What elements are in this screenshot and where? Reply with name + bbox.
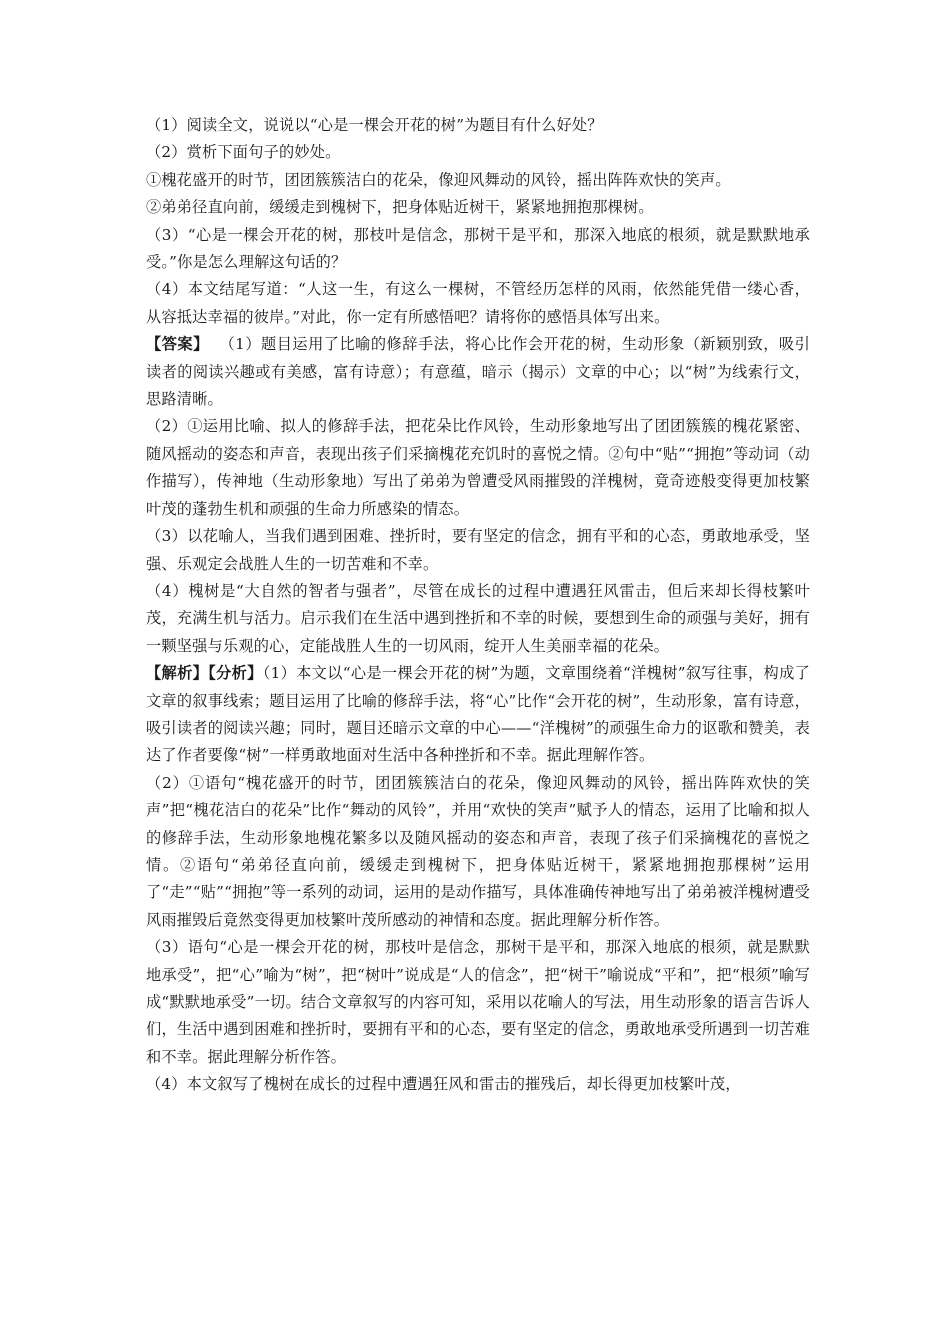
answer-2: （2）①运用比喻、拟人的修辞手法，把花朵比作风铃，生动形象地写出了团团簇簇的槐花紧密、随风摇动的姿态和声音，表现出孩子们采摘槐花充饥时的喜悦之情。②句中“贴”“拥抱”等动词（动作描写），传神地（生动形象地）写出了弟弟为曾遭受风雨摧毁的洋槐树，竟奇迹般变得更加枝繁叶茂的蓬勃生机和顽强的生命力所感染的情态。 (146, 417, 810, 518)
question-2-sentence-2: ②弟弟径直向前，缓缓走到槐树下，把身体贴近树干，紧紧地拥抱那棵树。 (146, 198, 654, 217)
analysis-2: （2）①语句“槐花盛开的时节，团团簇簇洁白的花朵，像迎风舞动的风铃，摇出阵阵欢快的笑声”把“槐花洁白的花朵”比作“舞动的风铃”，并用“欢快的笑声”赋予人的情态，运用了比喻和拟人的修辞手法，生动形象地槐花繁多以及随风摇动的姿态和声音，表现了孩子们采摘槐花的喜悦之情。②语句“弟弟径直向前，缓缓走到槐树下，把身体贴近树干，紧紧地拥抱那棵树”运用了“走”“贴”“拥抱”等一系列的动词，运用的是动作描写，具体准确传神地写出了弟弟被洋槐树遭受风雨摧毁后竟然变得更加枝繁叶茂所感动的神情和态度。据此理解分析作答。 (146, 773, 810, 929)
analysis-4: （4）本文叙写了槐树在成长的过程中遭遇狂风和雷击的摧残后，却长得更加枝繁叶茂， (146, 1075, 741, 1094)
answer-4: （4）槐树是“大自然的智者与强者”，尽管在成长的过程中遭遇狂风雷击，但后来却长得枝繁叶茂，充满生机与活力。启示我们在生活中遇到挫折和不幸的时候，要想到生命的顽强与美好，拥有一颗坚强与乐观的心，定能战胜人生的一切风雨，绽开人生美丽幸福的花朵。 (146, 581, 810, 655)
analysis-3: （3）语句“心是一棵会开花的树，那枝叶是信念，那树干是平和，那深入地底的根须，就是默默地承受”，把“心”喻为“树”，把“树叶”说成是“人的信念”，把“树干”喻说成“平和”，把“根须”喻写成“默默地承受”一切。结合文章叙写的内容可知，采用以花喻人的写法，用生动形象的语言告诉人们，生活中遇到困难和挫折时，要拥有平和的心态，要有坚定的信念，勇敢地承受所遇到一切苦难和不幸。据此理解分析作答。 (146, 938, 810, 1066)
question-1: （1）阅读全文，说说以“心是一棵会开花的树”为题目有什么好处？ (146, 116, 603, 134)
question-2-sentence-1: ①槐花盛开的时节，团团簇簇洁白的花朵，像迎风舞动的风铃，摇出阵阵欢快的笑声。 (146, 170, 731, 189)
analysis-label: 【解析】【分析】 (146, 664, 263, 683)
question-3: （3）“心是一棵会开花的树，那枝叶是信念，那树干是平和，那深入地底的根须，就是默默地承受。”你是怎么理解这句话的？ (146, 225, 810, 272)
analysis-1 (146, 660, 810, 770)
question-4: （4）本文结尾写道：“人这一生，有这么一棵树，不管经历怎样的风雨，依然能凭借一缕心香，从容抵达幸福的彼岸。”对此，你一定有所感悟吧？请将你的感悟具体写出来。 (146, 280, 810, 326)
answer-3: （3）以花喻人，当我们遇到困难、挫折时，要有坚定的信念，拥有平和的心态，勇敢地承受，坚强、乐观定会战胜人生的一切苦难和不幸。 (146, 527, 810, 573)
answer-1-text: （1）题目运用了比喻的修辞手法，将心比作会开花的树，生动形象（新颖别致，吸引读者的阅读兴趣或有美感，富有诗意）；有意蕴，暗示（揭示）文章的中心；以“树”为线索行文，思路清晰。 (146, 335, 810, 409)
document-page (146, 112, 810, 1099)
question-2: （2）赏析下面句子的妙处。 (146, 143, 341, 162)
analysis-1-text: （1）本文以“心是一棵会开花的树”为题，文章围绕着“洋槐树”叙写往事，构成了文章的叙事线索；题目运用了比喻的修辞手法，将“心”比作“会开花的树”，生动形象，富有诗意，吸引读者的阅读兴趣；同时，题目还暗示文章的中心——“洋槐树”的顽强生命力的讴歌和赞美，表达了作者要像“树”一样勇敢地面对生活中各种挫折和不幸。据此理解作答。 (146, 664, 810, 765)
answer-1 (146, 331, 810, 413)
answer-label: 【答案】 (146, 335, 209, 354)
